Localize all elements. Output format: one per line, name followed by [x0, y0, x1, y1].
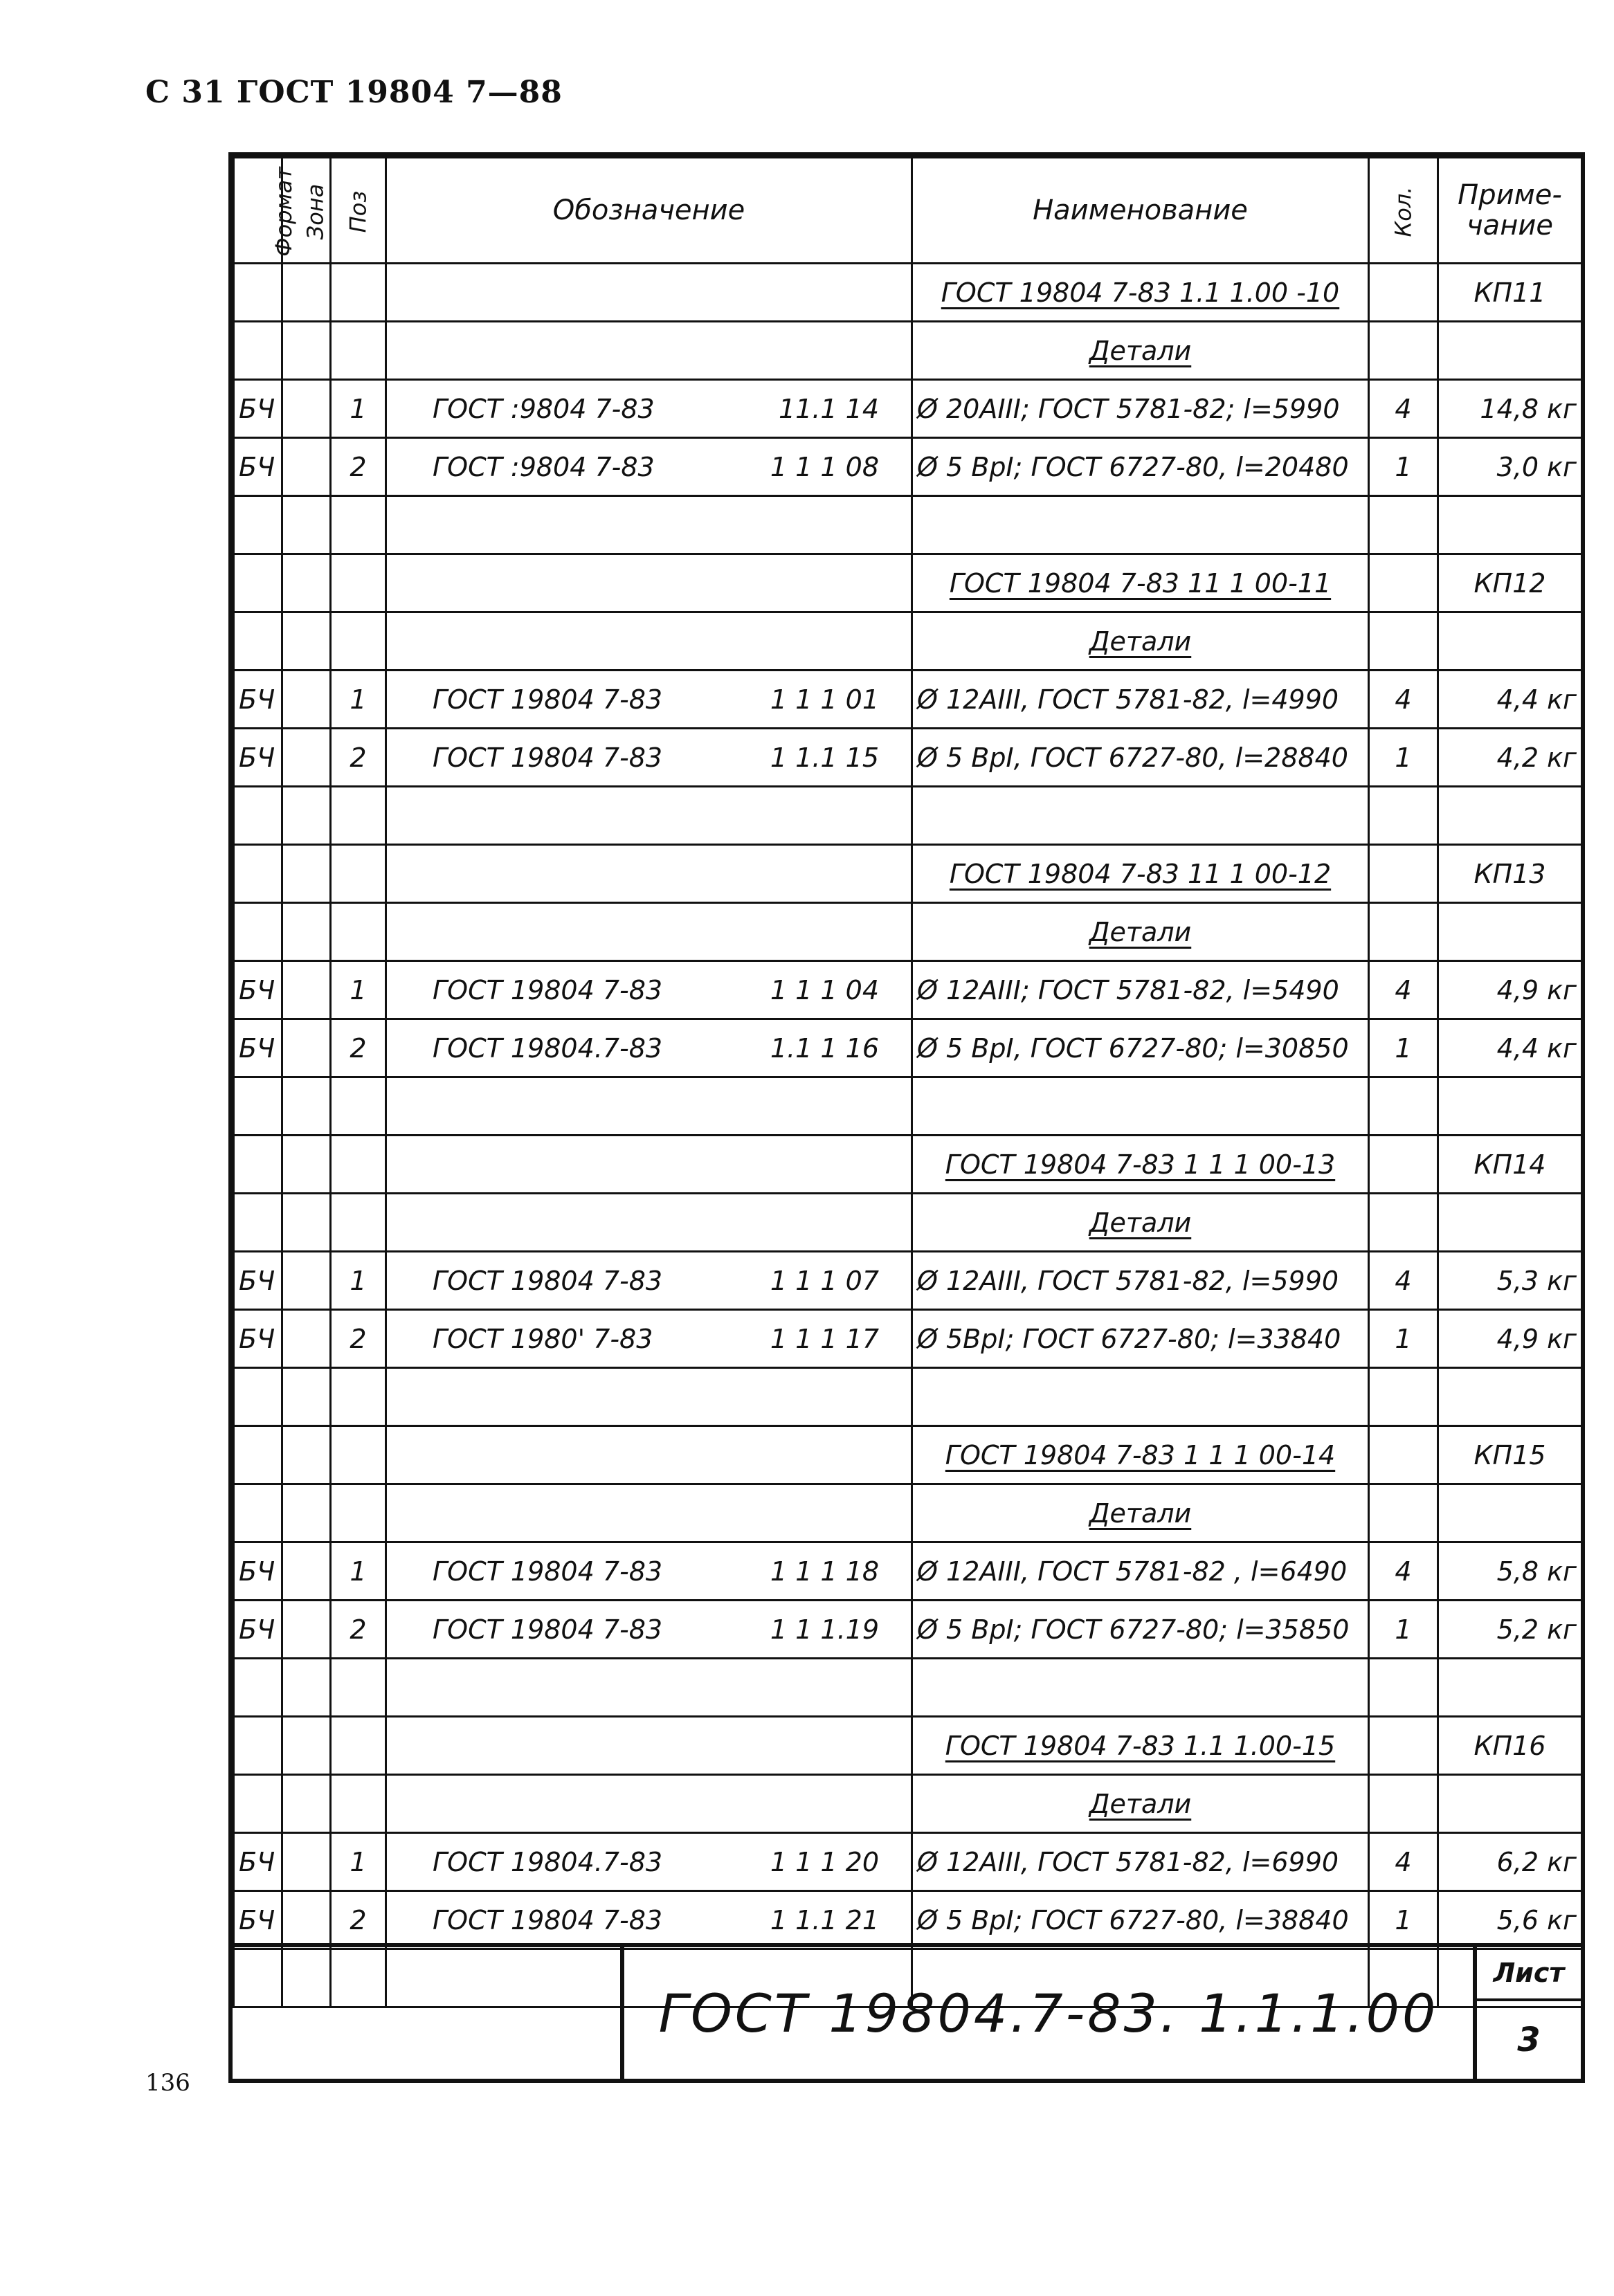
cell-zone — [282, 671, 331, 729]
cell-designation — [386, 1368, 912, 1426]
cell-zone — [282, 1601, 331, 1659]
cell-name — [912, 264, 1369, 322]
cell-note: 4,4 кг — [1438, 671, 1582, 729]
cell-format — [234, 1136, 282, 1194]
cell-name: Ø 12AIII, ГОСТ 5781-82 , l=6490 — [912, 1542, 1369, 1601]
cell-zone — [282, 1252, 331, 1310]
cell-note: КП15 — [1438, 1426, 1582, 1484]
cell-zone — [282, 496, 331, 554]
table-row — [234, 1659, 1582, 1717]
designation-code: 1 1 1 01 — [770, 684, 879, 715]
cell-zone — [282, 787, 331, 845]
table-row — [234, 1891, 1582, 1949]
cell-zone — [282, 1136, 331, 1194]
cell-pos: 2 — [331, 1891, 386, 1949]
table-row — [234, 1833, 1582, 1891]
cell-format: БЧ — [234, 1542, 282, 1601]
table-row — [234, 845, 1582, 903]
assembly-title: ГОСТ 19804 7-83 11 1 00-12 — [949, 858, 1332, 889]
cell-zone — [282, 554, 331, 612]
cell-qty — [1369, 612, 1438, 671]
cell-designation — [386, 1077, 912, 1136]
cell-pos: 1 — [331, 961, 386, 1019]
cell-zone — [282, 438, 331, 496]
designation-code: 1 1 1 17 — [770, 1323, 879, 1354]
table-row — [234, 1368, 1582, 1426]
col-header-zone: Зона — [282, 158, 331, 264]
designation-standard: ГОСТ 19804 7-83 — [433, 1556, 663, 1587]
cell-designation — [386, 612, 912, 671]
cell-designation — [386, 845, 912, 903]
designation-standard: ГОСТ 19804 7-83 — [433, 1614, 663, 1645]
cell-pos — [331, 1077, 386, 1136]
cell-name: Ø 5 BpI, ГОСТ 6727-80, l=28840 — [912, 729, 1369, 787]
designation-code: 1 1 1 18 — [770, 1556, 879, 1587]
cell-name — [912, 1717, 1369, 1775]
table-row — [234, 1136, 1582, 1194]
cell-name: Ø 12AIII; ГОСТ 5781-82, l=5490 — [912, 961, 1369, 1019]
table-row — [234, 264, 1582, 322]
cell-designation — [386, 496, 912, 554]
cell-note — [1438, 903, 1582, 961]
cell-name: Ø 12AIII, ГОСТ 5781-82, l=4990 — [912, 671, 1369, 729]
cell-zone — [282, 1891, 331, 1949]
cell-format: БЧ — [234, 1601, 282, 1659]
cell-name: Ø 12AIII, ГОСТ 5781-82, l=5990 — [912, 1252, 1369, 1310]
cell-pos: 2 — [331, 1019, 386, 1077]
cell-format: БЧ — [234, 1310, 282, 1368]
sheet-number: 3 — [1517, 2021, 1541, 2059]
table-row — [234, 322, 1582, 380]
table-row — [234, 1775, 1582, 1833]
cell-pos — [331, 496, 386, 554]
cell-designation — [386, 1019, 912, 1077]
title-block-blank — [233, 1947, 624, 2079]
cell-format: БЧ — [234, 1833, 282, 1891]
cell-format: БЧ — [234, 671, 282, 729]
cell-designation — [386, 322, 912, 380]
table-row — [234, 612, 1582, 671]
cell-pos: 1 — [331, 380, 386, 438]
cell-qty: 1 — [1369, 729, 1438, 787]
cell-format: БЧ — [234, 1252, 282, 1310]
designation-standard: ГОСТ 19804 7-83 — [433, 742, 663, 773]
designation-standard: ГОСТ 19804.7-83 — [433, 1032, 663, 1064]
cell-pos — [331, 1368, 386, 1426]
cell-pos — [331, 903, 386, 961]
designation-standard: ГОСТ 19804 7-83 — [433, 974, 663, 1005]
cell-designation — [386, 1659, 912, 1717]
cell-zone — [282, 1426, 331, 1484]
cell-pos — [331, 554, 386, 612]
cell-format — [234, 787, 282, 845]
cell-name: Ø 5 BpI; ГОСТ 6727-80, l=38840 — [912, 1891, 1369, 1949]
cell-zone — [282, 1019, 331, 1077]
cell-designation — [386, 438, 912, 496]
cell-note: 5,6 кг — [1438, 1891, 1582, 1949]
cell-format: БЧ — [234, 438, 282, 496]
cell-zone — [282, 961, 331, 1019]
section-title: Детали — [1089, 335, 1192, 366]
table-row — [234, 438, 1582, 496]
cell-qty: 1 — [1369, 1891, 1438, 1949]
cell-name: Ø 5 BpI, ГОСТ 6727-80; l=30850 — [912, 1019, 1369, 1077]
cell-qty — [1369, 496, 1438, 554]
table-row — [234, 1717, 1582, 1775]
designation-code: 1 1 1.19 — [770, 1614, 879, 1645]
col-header-qty: Кол. — [1369, 158, 1438, 264]
col-header-format: Формат — [234, 158, 282, 264]
designation-code: 1 1.1 15 — [770, 742, 879, 773]
cell-name — [912, 1077, 1369, 1136]
cell-format — [234, 1368, 282, 1426]
cell-zone — [282, 1194, 331, 1252]
cell-zone — [282, 1310, 331, 1368]
designation-code: 1 1.1 21 — [770, 1904, 879, 1935]
cell-designation — [386, 1484, 912, 1542]
cell-note: 6,2 кг — [1438, 1833, 1582, 1891]
cell-pos: 2 — [331, 1310, 386, 1368]
designation-code: 1 1 1 20 — [770, 1846, 879, 1877]
cell-pos: 1 — [331, 671, 386, 729]
cell-designation — [386, 1891, 912, 1949]
cell-format — [234, 1717, 282, 1775]
cell-format — [234, 554, 282, 612]
cell-pos — [331, 1484, 386, 1542]
cell-designation — [386, 1775, 912, 1833]
cell-format — [234, 845, 282, 903]
cell-name — [912, 554, 1369, 612]
col-header-designation: Обозначение — [386, 158, 912, 264]
cell-format: БЧ — [234, 1019, 282, 1077]
cell-note — [1438, 1659, 1582, 1717]
table-row — [234, 1542, 1582, 1601]
cell-note — [1438, 1775, 1582, 1833]
designation-standard: ГОСТ 19804 7-83 — [433, 684, 663, 715]
cell-note: КП16 — [1438, 1717, 1582, 1775]
cell-note: КП12 — [1438, 554, 1582, 612]
cell-pos — [331, 1717, 386, 1775]
cell-format: БЧ — [234, 961, 282, 1019]
cell-qty — [1369, 1484, 1438, 1542]
cell-designation — [386, 729, 912, 787]
cell-note — [1438, 322, 1582, 380]
cell-zone — [282, 1368, 331, 1426]
cell-qty: 1 — [1369, 1601, 1438, 1659]
cell-qty: 4 — [1369, 380, 1438, 438]
sheet-label: Лист — [1477, 1947, 1581, 2001]
cell-qty — [1369, 787, 1438, 845]
cell-designation — [386, 1310, 912, 1368]
cell-designation — [386, 1833, 912, 1891]
cell-qty — [1369, 1077, 1438, 1136]
cell-note: 5,2 кг — [1438, 1601, 1582, 1659]
cell-qty — [1369, 903, 1438, 961]
cell-zone — [282, 380, 331, 438]
table-row — [234, 554, 1582, 612]
assembly-title: ГОСТ 19804 7-83 1 1 1 00-14 — [945, 1439, 1336, 1470]
page-number: 136 — [145, 2069, 190, 2097]
cell-note: 3,0 кг — [1438, 438, 1582, 496]
designation-code: 11.1 14 — [778, 393, 879, 424]
col-header-name: Наименование — [912, 158, 1369, 264]
section-title: Детали — [1089, 626, 1192, 657]
cell-pos: 2 — [331, 1601, 386, 1659]
cell-designation — [386, 1717, 912, 1775]
cell-pos — [331, 1136, 386, 1194]
cell-name — [912, 1484, 1369, 1542]
cell-note: КП14 — [1438, 1136, 1582, 1194]
cell-zone — [282, 729, 331, 787]
table-row — [234, 1426, 1582, 1484]
cell-designation — [386, 1426, 912, 1484]
cell-pos — [331, 1775, 386, 1833]
cell-name — [912, 496, 1369, 554]
cell-pos: 2 — [331, 438, 386, 496]
assembly-title: ГОСТ 19804 7-83 1.1 1.00 -10 — [941, 277, 1340, 308]
cell-designation — [386, 787, 912, 845]
cell-note: КП13 — [1438, 845, 1582, 903]
cell-qty: 4 — [1369, 1833, 1438, 1891]
table-row — [234, 1601, 1582, 1659]
cell-format — [234, 1194, 282, 1252]
cell-note: 4,2 кг — [1438, 729, 1582, 787]
cell-qty — [1369, 1368, 1438, 1426]
table-row — [234, 729, 1582, 787]
cell-name — [912, 612, 1369, 671]
cell-note — [1438, 787, 1582, 845]
title-block — [233, 1943, 1581, 2079]
cell-note: КП11 — [1438, 264, 1582, 322]
cell-name — [912, 1426, 1369, 1484]
cell-designation — [386, 264, 912, 322]
designation-code: 1.1 1 16 — [770, 1032, 879, 1064]
cell-zone — [282, 1484, 331, 1542]
cell-note: 5,3 кг — [1438, 1252, 1582, 1310]
table-row — [234, 1194, 1582, 1252]
cell-name: Ø 5 BpI; ГОСТ 6727-80; l=35850 — [912, 1601, 1369, 1659]
table-row — [234, 961, 1582, 1019]
document-code: ГОСТ 19804.7-83. 1.1.1.00 — [658, 1982, 1439, 2044]
cell-format — [234, 1077, 282, 1136]
assembly-title: ГОСТ 19804 7-83 1 1 1 00-13 — [945, 1149, 1336, 1180]
cell-zone — [282, 1775, 331, 1833]
cell-name — [912, 1368, 1369, 1426]
cell-format — [234, 1484, 282, 1542]
cell-pos: 2 — [331, 729, 386, 787]
table-row — [234, 903, 1582, 961]
cell-zone — [282, 1077, 331, 1136]
cell-pos — [331, 1659, 386, 1717]
cell-name — [912, 1659, 1369, 1717]
cell-name — [912, 845, 1369, 903]
cell-qty: 1 — [1369, 1310, 1438, 1368]
cell-note: 4,9 кг — [1438, 1310, 1582, 1368]
cell-note: 4,9 кг — [1438, 961, 1582, 1019]
cell-qty: 4 — [1369, 1252, 1438, 1310]
cell-designation — [386, 903, 912, 961]
cell-note — [1438, 1368, 1582, 1426]
cell-note: 5,8 кг — [1438, 1542, 1582, 1601]
cell-qty: 4 — [1369, 671, 1438, 729]
cell-zone — [282, 1659, 331, 1717]
designation-standard: ГОСТ 19804 7-83 — [433, 1265, 663, 1296]
section-title: Детали — [1089, 916, 1192, 947]
cell-format — [234, 612, 282, 671]
cell-zone — [282, 903, 331, 961]
cell-pos: 1 — [331, 1542, 386, 1601]
cell-qty — [1369, 264, 1438, 322]
assembly-title: ГОСТ 19804 7-83 11 1 00-11 — [949, 567, 1332, 599]
cell-note — [1438, 1484, 1582, 1542]
table-row — [234, 1310, 1582, 1368]
cell-qty: 1 — [1369, 1019, 1438, 1077]
cell-name: Ø 5BpI; ГОСТ 6727-80; l=33840 — [912, 1310, 1369, 1368]
cell-designation — [386, 380, 912, 438]
cell-note — [1438, 1194, 1582, 1252]
cell-pos — [331, 1426, 386, 1484]
cell-name — [912, 903, 1369, 961]
cell-name — [912, 1136, 1369, 1194]
cell-note — [1438, 496, 1582, 554]
cell-name: Ø 20AIII; ГОСТ 5781-82; l=5990 — [912, 380, 1369, 438]
cell-qty: 4 — [1369, 961, 1438, 1019]
spec-grid — [233, 156, 1583, 2008]
cell-designation — [386, 1252, 912, 1310]
cell-designation — [386, 1601, 912, 1659]
cell-format — [234, 322, 282, 380]
table-row — [234, 1077, 1582, 1136]
cell-format — [234, 496, 282, 554]
cell-qty: 4 — [1369, 1542, 1438, 1601]
table-row — [234, 1252, 1582, 1310]
cell-qty — [1369, 1136, 1438, 1194]
cell-qty — [1369, 1775, 1438, 1833]
table-row — [234, 787, 1582, 845]
table-row — [234, 496, 1582, 554]
sheet-box — [1473, 1947, 1581, 2079]
cell-qty — [1369, 554, 1438, 612]
col-header-pos: Поз — [331, 158, 386, 264]
cell-pos: 1 — [331, 1833, 386, 1891]
cell-format: БЧ — [234, 729, 282, 787]
designation-code: 1 1 1 07 — [770, 1265, 879, 1296]
cell-pos — [331, 264, 386, 322]
cell-pos — [331, 322, 386, 380]
table-row — [234, 1484, 1582, 1542]
table-row — [234, 380, 1582, 438]
cell-designation — [386, 671, 912, 729]
cell-pos — [331, 845, 386, 903]
designation-standard: ГОСТ 19804 7-83 — [433, 1904, 663, 1935]
col-header-note: Приме- чание — [1438, 158, 1582, 264]
designation-standard: ГОСТ 1980' 7-83 — [433, 1323, 653, 1354]
assembly-title: ГОСТ 19804 7-83 1.1 1.00-15 — [945, 1730, 1336, 1761]
section-title: Детали — [1089, 1497, 1192, 1529]
cell-name: Ø 12AIII, ГОСТ 5781-82, l=6990 — [912, 1833, 1369, 1891]
cell-zone — [282, 1833, 331, 1891]
designation-standard: ГОСТ :9804 7-83 — [433, 451, 655, 482]
cell-pos — [331, 1194, 386, 1252]
cell-qty: 1 — [1369, 438, 1438, 496]
table-header-row — [234, 158, 1582, 264]
cell-designation — [386, 554, 912, 612]
designation-standard: ГОСТ 19804.7-83 — [433, 1846, 663, 1877]
cell-designation — [386, 961, 912, 1019]
cell-zone — [282, 264, 331, 322]
page-header: С 31 ГОСТ 19804 7—88 — [145, 75, 563, 110]
cell-format: БЧ — [234, 1891, 282, 1949]
cell-pos — [331, 787, 386, 845]
cell-name: Ø 5 BpI; ГОСТ 6727-80, l=20480 — [912, 438, 1369, 496]
cell-note — [1438, 612, 1582, 671]
designation-standard: ГОСТ :9804 7-83 — [433, 393, 655, 424]
cell-format — [234, 1659, 282, 1717]
cell-format — [234, 1775, 282, 1833]
cell-designation — [386, 1542, 912, 1601]
cell-qty — [1369, 1659, 1438, 1717]
cell-zone — [282, 1542, 331, 1601]
cell-note: 4,4 кг — [1438, 1019, 1582, 1077]
cell-format: БЧ — [234, 380, 282, 438]
table-row — [234, 671, 1582, 729]
cell-designation — [386, 1194, 912, 1252]
table-row — [234, 1019, 1582, 1077]
cell-designation — [386, 1136, 912, 1194]
section-title: Детали — [1089, 1207, 1192, 1238]
cell-name — [912, 1194, 1369, 1252]
cell-note: 14,8 кг — [1438, 380, 1582, 438]
cell-format — [234, 264, 282, 322]
cell-qty — [1369, 1717, 1438, 1775]
cell-qty — [1369, 845, 1438, 903]
cell-format — [234, 1426, 282, 1484]
specification-table — [228, 152, 1585, 2083]
cell-zone — [282, 612, 331, 671]
cell-name — [912, 787, 1369, 845]
cell-format — [234, 903, 282, 961]
designation-code: 1 1 1 08 — [770, 451, 879, 482]
cell-pos — [331, 612, 386, 671]
section-title: Детали — [1089, 1788, 1192, 1819]
cell-name — [912, 322, 1369, 380]
cell-zone — [282, 322, 331, 380]
cell-pos: 1 — [331, 1252, 386, 1310]
cell-note — [1438, 1077, 1582, 1136]
cell-qty — [1369, 322, 1438, 380]
cell-zone — [282, 845, 331, 903]
cell-qty — [1369, 1426, 1438, 1484]
cell-zone — [282, 1717, 331, 1775]
cell-name — [912, 1775, 1369, 1833]
designation-code: 1 1 1 04 — [770, 974, 879, 1005]
cell-qty — [1369, 1194, 1438, 1252]
